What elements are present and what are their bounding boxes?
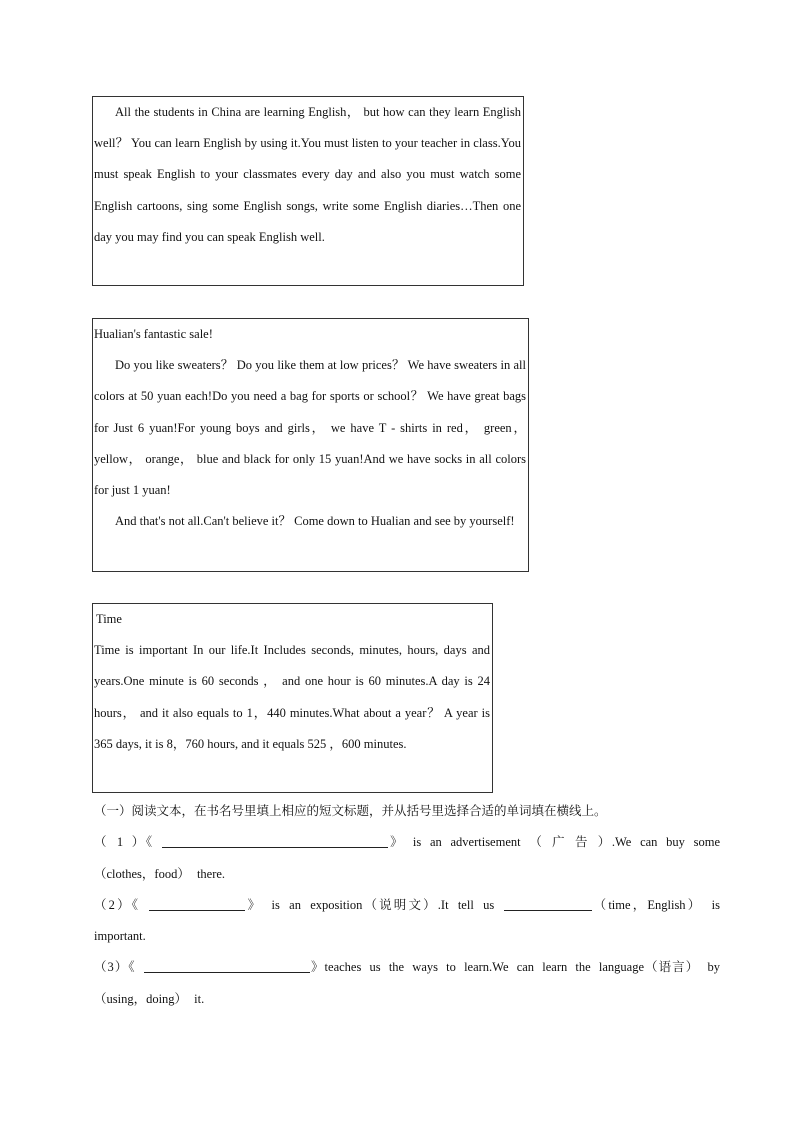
answer-blank-4[interactable]	[144, 958, 310, 973]
answer-blank-1[interactable]	[162, 833, 388, 848]
passage-box-hualian-sale	[92, 318, 529, 572]
passage-box-time	[92, 603, 493, 793]
question-text: （time，English） is important.	[94, 897, 720, 944]
question-number: （ 1 ）《	[94, 835, 154, 850]
answer-blank-3[interactable]	[504, 896, 592, 911]
question-2	[94, 890, 720, 953]
question-number: （2）《	[94, 897, 141, 912]
question-text: 》teaches us the ways to learn.We can learn the language（语言） by （using，doing） it.	[94, 960, 720, 1006]
question-3	[94, 952, 720, 1015]
passage-paragraph: And that's not all.Can't believe it？ Come down to Hualian and see by yourself!	[115, 514, 515, 529]
passage-title: Time	[96, 612, 122, 626]
instruction-text: （一）阅读文本，在书名号里填上相应的短文标题，并从括号里选择合适的单词填在横线上。	[94, 804, 607, 818]
question-section	[94, 796, 720, 1015]
question-text: 》 is an exposition（说明文）.It tell us	[245, 897, 495, 912]
passage-title: Hualian's fantastic sale!	[94, 327, 213, 341]
passage-box-learning-english	[92, 96, 524, 286]
answer-blank-2[interactable]	[149, 896, 245, 911]
question-1	[94, 827, 720, 890]
question-number: （3）《	[94, 960, 136, 975]
passage-text: Time is important In our life.It Includes seconds, minutes, hours, days and years.One minute is 60 seconds ， and one hour is 60 minutes.A day is 24 hours， and it also equals to 1，440 minutes.What about a year？ A year is 365 days, it is 8，760 hours, and it equals 525 ，600 minutes.	[94, 643, 490, 751]
question-text: 》 is an advertisement （ 广 告 ）.We can buy some （clothes，food） there.	[94, 835, 721, 881]
passage-text: All the students in China are learning English， but how can they learn English well？ You can learn English by using it.You must listen to your teacher in class.You must speak English to your classmates every day and also you must watch some English cartoons, sing some English songs, write some English diaries…Then one day you may find you can speak English well.	[94, 105, 521, 244]
passage-paragraph: Do you like sweaters？ Do you like them at low prices？ We have sweaters in all colors at 50 yuan each!Do you need a bag for sports or school？ We have great bags for Just 6 yuan!For young boys and girls， we have T - shirts in red， green， yellow， orange， blue and black for only 15 yuan!And we have socks in all colors for just 1 yuan!	[94, 358, 526, 498]
